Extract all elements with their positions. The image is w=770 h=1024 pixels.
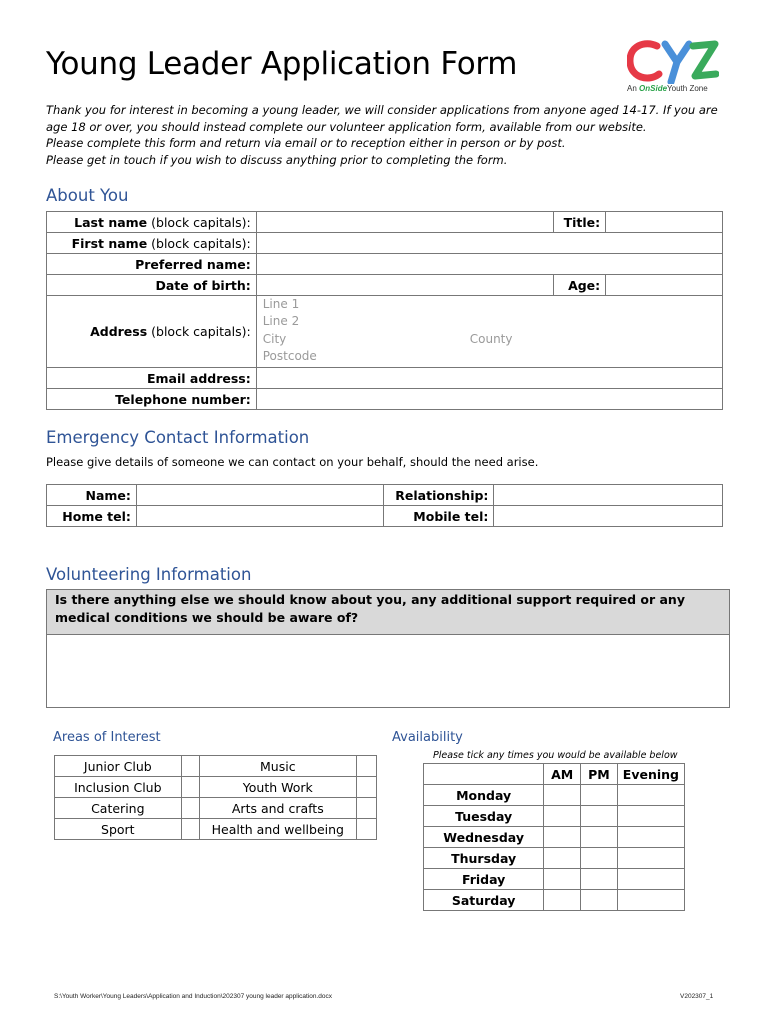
- first-name-field[interactable]: [256, 233, 722, 254]
- last-name-label: [47, 212, 257, 233]
- interest-checkbox[interactable]: [181, 798, 199, 819]
- address-county-placeholder: County: [469, 332, 513, 346]
- interest-checkbox[interactable]: [181, 819, 199, 840]
- interests-table: [54, 755, 377, 840]
- email-field[interactable]: [256, 368, 722, 389]
- interest-checkbox[interactable]: [181, 756, 199, 777]
- emergency-description: Please give details of someone we can contact on your behalf, should the need arise.: [46, 455, 539, 469]
- slot-cell[interactable]: [617, 785, 684, 806]
- availability-heading: Availability: [392, 730, 463, 745]
- interest-junior-club: Junior Club: [55, 756, 182, 777]
- title-field[interactable]: [606, 212, 723, 233]
- interest-arts-crafts: Arts and crafts: [199, 798, 356, 819]
- dob-label: Date of birth:: [47, 275, 257, 296]
- slot-cell[interactable]: [617, 890, 684, 911]
- interest-sport: Sport: [55, 819, 182, 840]
- telephone-label: Telephone number:: [47, 389, 257, 410]
- telephone-field[interactable]: [256, 389, 722, 410]
- logo-tagline: [627, 84, 708, 93]
- day-friday: Friday: [424, 869, 544, 890]
- slot-cell[interactable]: [544, 785, 581, 806]
- mobile-tel-label: Mobile tel:: [384, 506, 494, 527]
- last-name-text: Last name: [74, 214, 148, 230]
- emergency-table: [46, 484, 723, 527]
- slot-cell[interactable]: [581, 785, 618, 806]
- col-am: AM: [544, 764, 581, 785]
- about-table: [46, 211, 723, 410]
- tagline-prefix: An: [627, 84, 637, 93]
- volunteering-question: Is there anything else we should know about you, any additional support required or any medical conditions we should be aware of?: [47, 590, 729, 635]
- address-city-placeholder: City: [262, 332, 287, 346]
- day-thursday: Thursday: [424, 848, 544, 869]
- tagline-suffix: Youth Zone: [667, 84, 708, 93]
- col-evening: Evening: [617, 764, 684, 785]
- day-monday: Monday: [424, 785, 544, 806]
- tagline-brand: OnSide: [639, 84, 668, 93]
- footer-version: V202307_1: [680, 993, 714, 1000]
- slot-cell[interactable]: [544, 869, 581, 890]
- slot-cell[interactable]: [617, 806, 684, 827]
- footer-path: S:\Youth Worker\Young Leaders\Application and Induction\202307 young leader application.docx: [54, 993, 333, 1000]
- interest-checkbox[interactable]: [357, 819, 377, 840]
- slot-cell[interactable]: [581, 869, 618, 890]
- availability-corner: [424, 764, 544, 785]
- age-field[interactable]: [606, 275, 723, 296]
- relationship-label: Relationship:: [384, 485, 494, 506]
- first-name-hint: (block capitals):: [147, 235, 251, 251]
- home-tel-field[interactable]: [136, 506, 384, 527]
- about-heading: About You: [46, 186, 129, 205]
- slot-cell[interactable]: [581, 806, 618, 827]
- day-tuesday: Tuesday: [424, 806, 544, 827]
- day-wednesday: Wednesday: [424, 827, 544, 848]
- address-hint: (block capitals):: [147, 324, 251, 339]
- home-tel-label: Home tel:: [47, 506, 137, 527]
- intro-paragraph: Please complete this form and return via email or to reception either in person or by post.: [46, 136, 566, 150]
- title-label: Title:: [554, 212, 606, 233]
- emergency-heading: Emergency Contact Information: [46, 428, 310, 447]
- slot-cell[interactable]: [581, 890, 618, 911]
- day-saturday: Saturday: [424, 890, 544, 911]
- address-field[interactable]: [256, 296, 722, 368]
- email-label: Email address:: [47, 368, 257, 389]
- first-name-label: [47, 233, 257, 254]
- availability-table: [423, 763, 685, 911]
- volunteering-answer-field[interactable]: [47, 635, 729, 709]
- age-label: Age:: [554, 275, 606, 296]
- slot-cell[interactable]: [617, 869, 684, 890]
- interest-catering: Catering: [55, 798, 182, 819]
- slot-cell[interactable]: [544, 848, 581, 869]
- dob-field[interactable]: [256, 275, 553, 296]
- interest-checkbox[interactable]: [357, 798, 377, 819]
- interest-checkbox[interactable]: [357, 777, 377, 798]
- slot-cell[interactable]: [544, 890, 581, 911]
- interest-music: Music: [199, 756, 356, 777]
- interest-youth-work: Youth Work: [199, 777, 356, 798]
- slot-cell[interactable]: [581, 848, 618, 869]
- address-label: [47, 296, 257, 368]
- preferred-name-field[interactable]: [256, 254, 722, 275]
- address-text: Address: [90, 324, 148, 339]
- mobile-tel-field[interactable]: [494, 506, 723, 527]
- interest-inclusion-club: Inclusion Club: [55, 777, 182, 798]
- interest-health-wellbeing: Health and wellbeing: [199, 819, 356, 840]
- interest-checkbox[interactable]: [181, 777, 199, 798]
- relationship-field[interactable]: [494, 485, 723, 506]
- slot-cell[interactable]: [544, 827, 581, 848]
- contact-name-field[interactable]: [136, 485, 384, 506]
- interest-checkbox[interactable]: [357, 756, 377, 777]
- first-name-text: First name: [71, 235, 148, 251]
- last-name-hint: (block capitals):: [147, 214, 251, 230]
- volunteering-heading: Volunteering Information: [46, 565, 252, 584]
- volunteering-box: [46, 589, 730, 708]
- page-title: Young Leader Application Form: [46, 46, 518, 82]
- address-line1-placeholder: Line 1: [262, 297, 300, 311]
- availability-note: Please tick any times you would be available below: [433, 750, 678, 761]
- col-pm: PM: [581, 764, 618, 785]
- contact-name-label: Name:: [47, 485, 137, 506]
- slot-cell[interactable]: [617, 827, 684, 848]
- last-name-field[interactable]: [256, 212, 553, 233]
- address-postcode-placeholder: Postcode: [262, 349, 317, 363]
- address-line2-placeholder: Line 2: [262, 314, 300, 328]
- slot-cell[interactable]: [581, 827, 618, 848]
- slot-cell[interactable]: [544, 806, 581, 827]
- interests-heading: Areas of Interest: [53, 730, 161, 745]
- preferred-name-label: Preferred name:: [47, 254, 257, 275]
- intro-paragraph: Please get in touch if you wish to discuss anything prior to completing the form.: [46, 152, 508, 167]
- intro-text: [46, 102, 736, 168]
- intro-paragraph: Thank you for interest in becoming a young leader, we will consider applications from anyone aged 14-17. If you are age 18 or over, you should instead complete our volunteer application form, available from our website.: [46, 103, 718, 134]
- slot-cell[interactable]: [617, 848, 684, 869]
